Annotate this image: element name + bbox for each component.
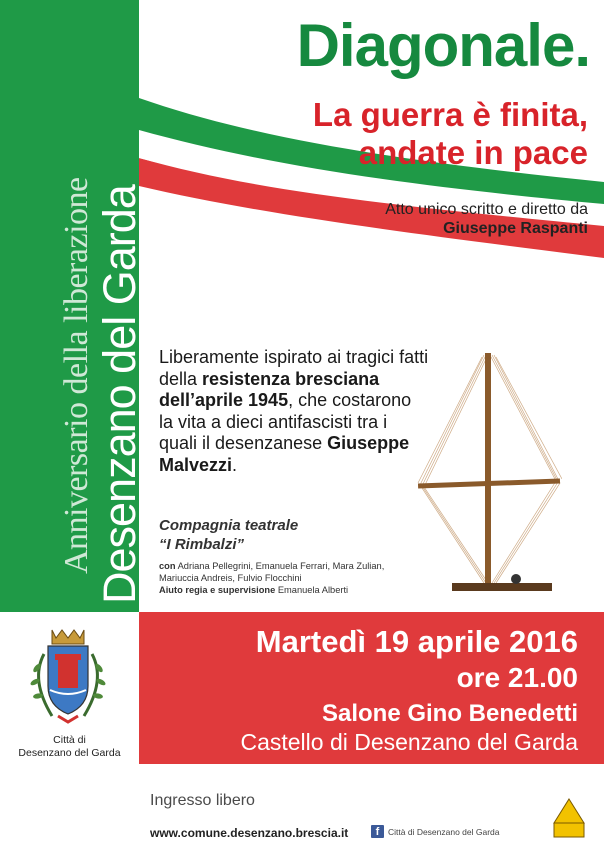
free-entry-label: Ingresso libero [150, 792, 255, 809]
wooden-cross-sculpture-image [412, 345, 562, 605]
anniversary-label: Anniversario della liberazione [58, 177, 95, 574]
desc-bold-1: resistenza bresciana dell’aprile 1945 [159, 368, 380, 410]
event-venue: Salone Gino Benedetti [321, 700, 578, 727]
event-date: Martedì 19 aprile 2016 [255, 624, 578, 659]
play-subtitle [200, 96, 588, 172]
town-label: Desenzano del Garda [94, 185, 145, 604]
cast-with-label: con [159, 561, 176, 571]
cast-list [159, 560, 419, 596]
website-link[interactable]: www.comune.desenzano.brescia.it [150, 826, 349, 840]
city-label-line-2: Desenzano del Garda [18, 747, 121, 759]
company-name: “I Rimbalzi” [159, 536, 245, 553]
subtitle-line-2: andate in pace [358, 134, 588, 171]
desc-part-2: , che costarono la vita a dieci antifascisti tra i quali il desenzanese [159, 390, 412, 453]
desc-bold-2: Giuseppe Malvezzi [159, 433, 410, 475]
facebook-page-link[interactable]: Città di Desenzano del Garda [388, 827, 500, 837]
city-label-line-1: Città di [53, 734, 86, 746]
aide-name: Emanuela Alberti [275, 585, 349, 595]
play-title: Diagonale. [296, 12, 590, 79]
description [159, 347, 429, 476]
theatre-company [159, 516, 409, 554]
city-label [0, 734, 139, 760]
event-place: Castello di Desenzano del Garda [240, 729, 578, 755]
vertical-title-block [0, 0, 145, 612]
author-name: Giuseppe Raspanti [443, 220, 588, 237]
author-intro: Atto unico scritto e diretto da [385, 201, 588, 218]
grana-padano-logo-icon [552, 797, 586, 843]
desc-part-1: Liberamente ispirato ai tragici fatti della [159, 347, 429, 389]
facebook-icon[interactable]: f [371, 825, 384, 838]
company-label: Compagnia teatrale [159, 517, 299, 534]
city-crest-icon [22, 624, 114, 730]
cast-names: Adriana Pellegrini, Emanuela Ferrari, Mara Zulian, Mariuccia Andreis, Fulvio Flocchini [159, 561, 385, 583]
subtitle-line-1: La guerra è finita, [312, 96, 588, 133]
aide-label: Aiuto regia e supervisione [159, 585, 276, 595]
event-time: ore 21.00 [456, 662, 578, 693]
desc-part-3: . [232, 454, 238, 475]
footer [0, 764, 604, 855]
